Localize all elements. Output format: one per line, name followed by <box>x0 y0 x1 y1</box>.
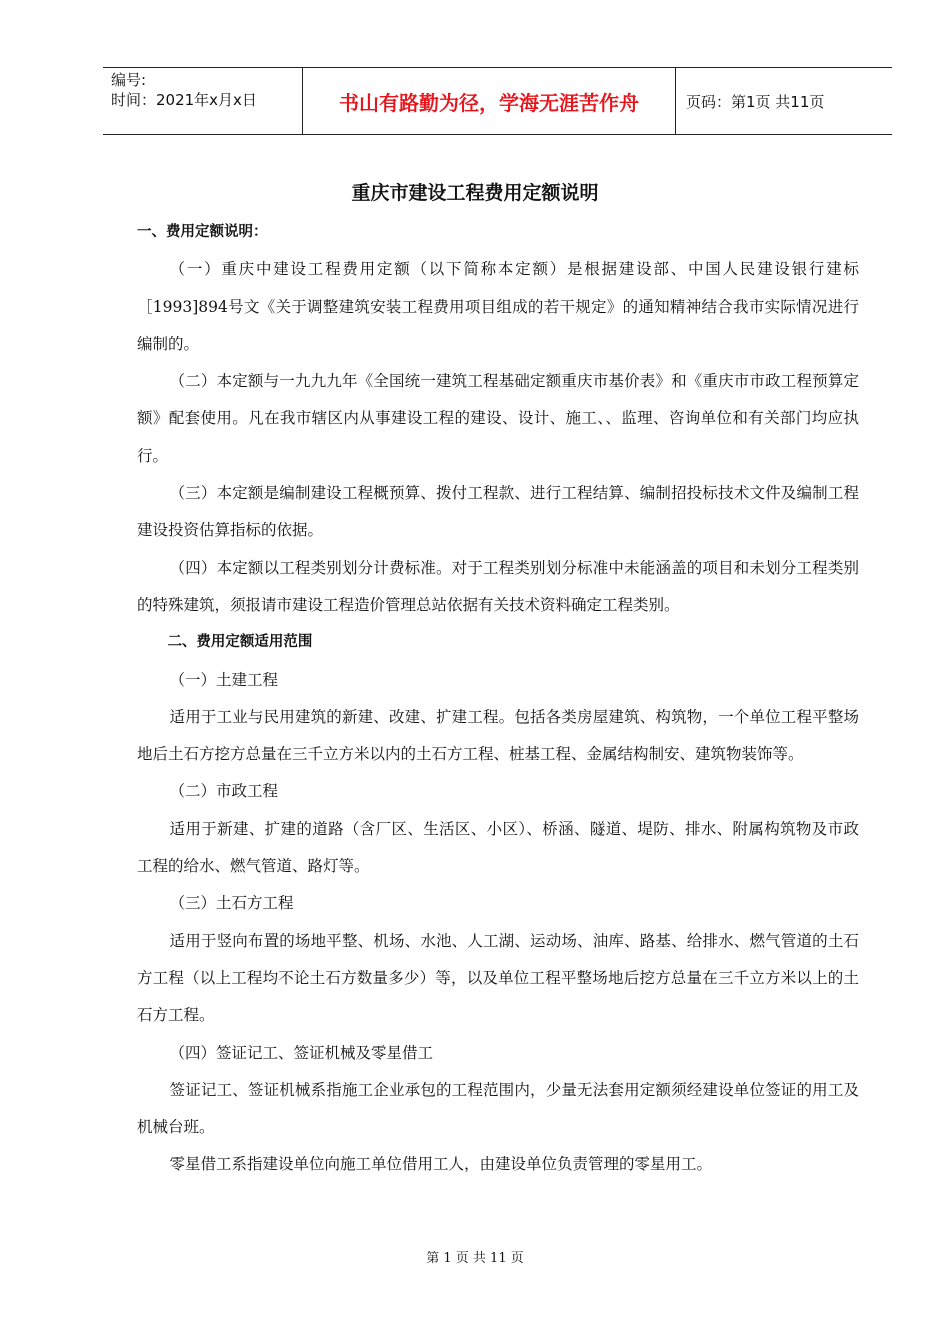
subsection-text-3: 适用于竖向布置的场地平整、机场、水池、人工湖、运动场、油库、路基、给排水、燃气管道的土石方工程（以上工程均不论土石方数量多少）等，以及单位工程平整场地后挖方总量在三千立方米以上的土石方工程。 <box>137 931 859 1025</box>
document-body <box>137 214 859 1184</box>
paragraph-4: （四）本定额以工程类别划分计费标准。对于工程类别划分标准中未能涵盖的项目和未划分工程类别的特殊建筑，须报请市建设工程造价管理总站依据有关技术资料确定工程类别。 <box>137 558 859 614</box>
page-header <box>103 67 892 135</box>
subsection-title-4: （四）签证记工、签证机械及零星借工 <box>169 1043 434 1062</box>
header-motto: 书山有路勤为径，学海无涯苦作舟 <box>303 68 676 134</box>
page-footer: 第 1 页 共 11 页 <box>426 1251 524 1266</box>
section-heading-2: 二、费用定额适用范围 <box>167 634 313 651</box>
section-heading-1: 一、费用定额说明： <box>137 224 268 240</box>
header-meta <box>103 68 303 134</box>
paragraph-3: （三）本定额是编制建设工程概预算、拨付工程款、进行工程结算、编制招投标技术文件及编制工程建设投资估算指标的依据。 <box>137 484 859 540</box>
subsection-title-2: （二）市政工程 <box>169 782 279 801</box>
paragraph-2: （二）本定额与一九九九年《全国统一建筑工程基础定额重庆市基价表》和《重庆市市政工程预算定额》配套使用。凡在我市辖区内从事建设工程的建设、设计、施工、、监理、咨询单位和有关部门均应执行。 <box>137 372 859 465</box>
subsection-text-2: 适用于新建、扩建的道路（含厂区、生活区、小区）、桥涵、隧道、堤防、排水、附属构筑物及市政工程的给水、燃气管道、路灯等。 <box>137 819 859 876</box>
subsection-title-1: （一）土建工程 <box>169 670 279 689</box>
header-page-info: 页码：第1页 共11页 <box>686 92 825 111</box>
subsection-text-4b: 零星借工系指建设单位向施工单位借用工人，由建设单位负责管理的零星用工。 <box>169 1155 713 1174</box>
document-title: 重庆市建设工程费用定额说明 <box>351 182 599 204</box>
subsection-text-4a: 签证记工、签证机械系指施工企业承包的工程范围内，少量无法套用定额须经建设单位签证的用工及机械台班。 <box>137 1080 859 1137</box>
time-label: 时间：2021年x月x日 <box>111 91 257 109</box>
subsection-text-1: 适用于工业与民用建筑的新建、改建、扩建工程。包括各类房屋建筑、构筑物，一个单位工程平整场地后土石方挖方总量在三千立方米以内的土石方工程、桩基工程、金属结构制安、建筑物装饰等。 <box>137 707 859 764</box>
paragraph-1: （一）重庆中建设工程费用定额（以下简称本定额）是根据建设部、中国人民建设银行建标［1993]894号文《关于调整建筑安装工程费用项目组成的若干规定》的通知精神结合我市实际情况进行编制的。 <box>137 260 859 353</box>
number-label: 编号: <box>111 71 147 89</box>
subsection-title-3: （三）土石方工程 <box>169 894 294 913</box>
